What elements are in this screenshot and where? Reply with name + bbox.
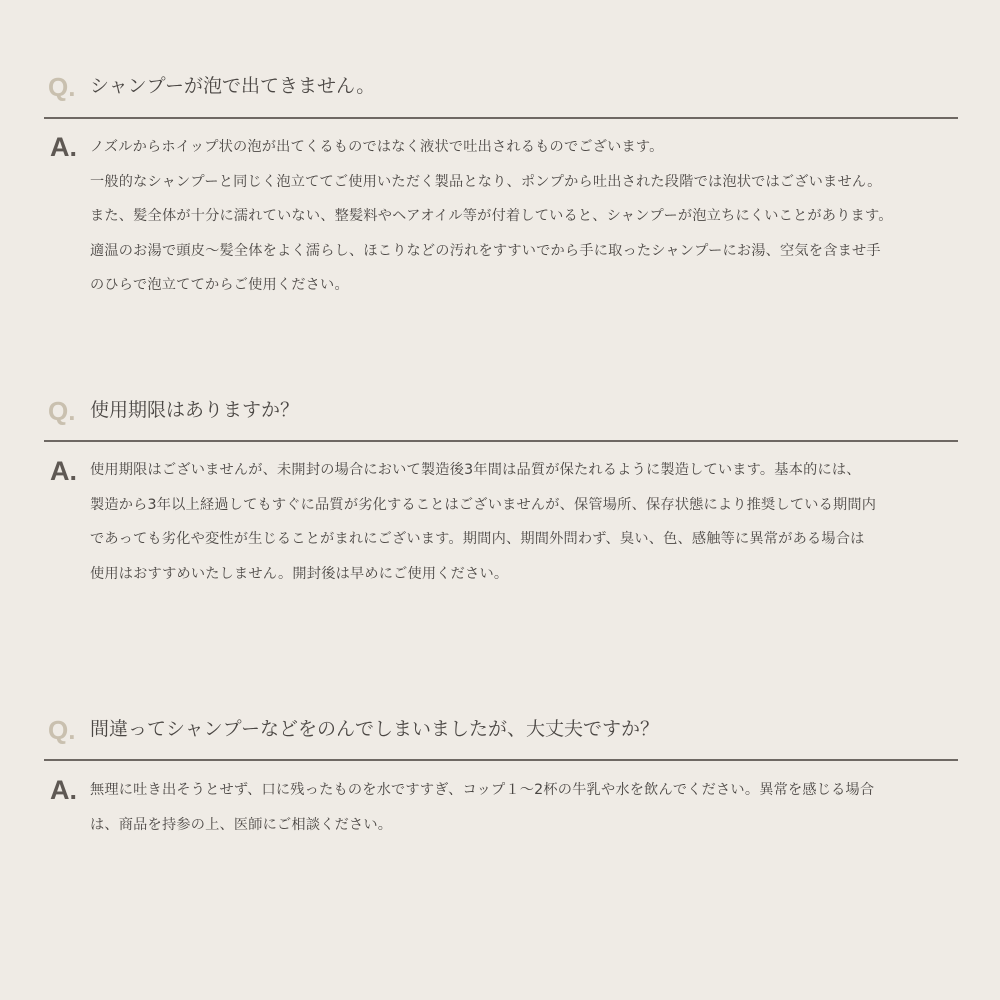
- answer-line: また、髪全体が十分に濡れていない、整髪料やヘアオイル等が付着していると、シャンプーが泡立ちにくいことがあります。: [90, 208, 893, 224]
- question-row: [44, 713, 958, 753]
- answer-line: は、商品を持参の上、医師にご相談ください。: [90, 816, 393, 833]
- divider: [44, 440, 958, 442]
- question-marker: Q.: [48, 715, 76, 745]
- faq-item-1: [44, 70, 958, 293]
- answer-line: であっても劣化や変性が生じることがまれにございます。期間内、期間外問わず、臭い、色、感触等に異常がある場合は: [90, 531, 865, 547]
- answer-text: [90, 773, 970, 842]
- answer-line: 製造から3年以上経過してもすぐに品質が劣化することはございませんが、保管場所、保存状態により推奨している期間内: [90, 496, 877, 513]
- faq-item-2: [44, 394, 958, 582]
- question-marker: Q.: [48, 72, 76, 102]
- faq-item-3: [44, 713, 958, 833]
- answer-line: 無理に吐き出そうとせず、口に残ったものを水ですすぎ、コップ１〜2杯の牛乳や水を飲んでください。異常を感じる場合: [90, 782, 875, 798]
- divider: [44, 759, 958, 761]
- answer-line: 一般的なシャンプーと同じく泡立ててご使用いただく製品となり、ポンプから吐出された段階では泡状ではございません。: [90, 173, 882, 190]
- question-marker: Q.: [48, 396, 76, 426]
- answer-line: のひらで泡立ててからご使用ください。: [90, 277, 349, 293]
- answer-line: ノズルからホイップ状の泡が出てくるものではなく液状で吐出されるものでございます。: [90, 139, 664, 155]
- question-text: 使用期限はありますか？: [90, 399, 300, 421]
- answer-marker: A.: [50, 775, 77, 805]
- question-row: [44, 70, 958, 110]
- question-text: シャンプーが泡で出てきません。: [90, 75, 376, 97]
- answer-text: [90, 453, 970, 591]
- divider: [44, 117, 958, 119]
- question-row: [44, 394, 958, 434]
- answer-line: 適温のお湯で頭皮〜髪全体をよく濡らし、ほこりなどの汚れをすすいでから手に取ったシャンプーにお湯、空気を含ませ手: [90, 242, 881, 259]
- question-text: 間違ってシャンプーなどをのんでしまいましたが、大丈夫ですか？: [90, 718, 660, 740]
- answer-line: 使用期限はございませんが、未開封の場合において製造後3年間は品質が保たれるように製造しています。基本的には、: [90, 462, 861, 478]
- answer-marker: A.: [50, 456, 77, 486]
- answer-text: [90, 130, 970, 303]
- answer-line: 使用はおすすめいたしません。開封後は早めにご使用ください。: [90, 565, 509, 582]
- answer-marker: A.: [50, 132, 77, 162]
